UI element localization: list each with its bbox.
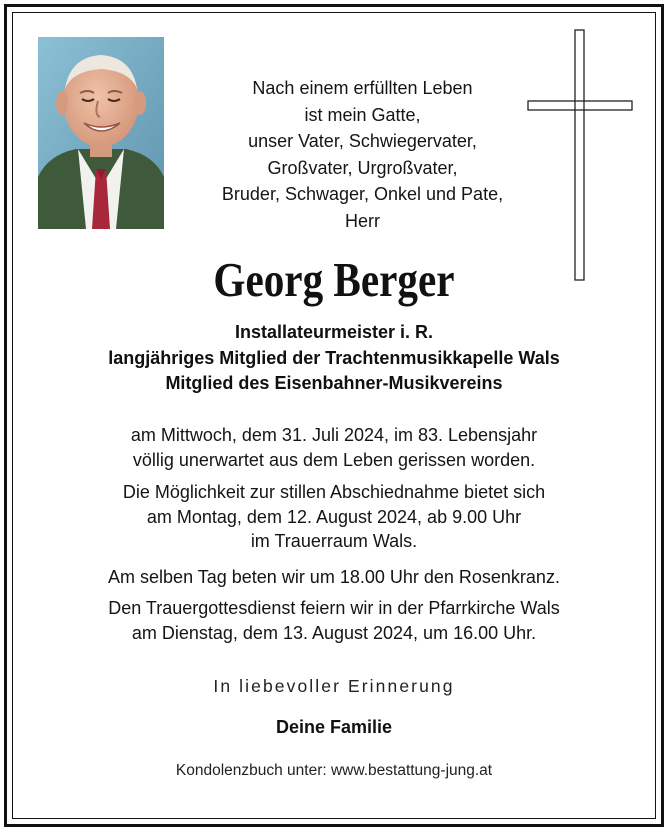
- death-line: völlig unerwartet aus dem Leben gerissen worden.: [132, 449, 536, 470]
- family-signature: Deine Familie: [275, 717, 393, 737]
- deceased-titles: [0, 320, 668, 397]
- farewell-line: am Montag, dem 12. August 2024, ab 9.00 Uhr: [146, 506, 522, 527]
- intro-line: ist mein Gatte,: [304, 104, 421, 125]
- intro-line: Großvater, Urgroßvater,: [267, 157, 458, 178]
- intro-line: unser Vater, Schwiegervater,: [248, 131, 477, 152]
- rosary-line: Am selben Tag beten wir um 18.00 Uhr den Rosenkranz.: [108, 567, 560, 587]
- remembrance-line: In liebevoller Erinnerung: [213, 676, 455, 696]
- farewell-line: Die Möglichkeit zur stillen Abschiednahme bietet sich: [122, 482, 546, 502]
- deceased-name: Georg Berger: [213, 252, 455, 307]
- portrait-photo: [38, 37, 164, 229]
- intro-line: Nach einem erfüllten Leben: [252, 78, 473, 98]
- rosary-info: [0, 565, 668, 590]
- intro-line: Bruder, Schwager, Onkel und Pate,: [221, 184, 504, 205]
- death-announcement: [0, 423, 668, 472]
- portrait-illustration: [38, 37, 164, 229]
- service-info: [0, 596, 668, 645]
- service-line: am Dienstag, dem 13. August 2024, um 16.00 Uhr.: [131, 622, 537, 643]
- farewell-info: [0, 480, 668, 554]
- title-line: Installateurmeister i. R.: [234, 322, 434, 342]
- service-line: Den Trauergottesdienst feiern wir in der Pfarrkirche Wals: [108, 598, 560, 618]
- intro-line: Herr: [345, 210, 380, 231]
- cross-icon: [526, 28, 634, 283]
- condolence-link[interactable]: Kondolenzbuch unter: www.bestattung-jung.at: [175, 762, 493, 779]
- farewell-line: im Trauerraum Wals.: [250, 531, 418, 551]
- death-line: am Mittwoch, dem 31. Juli 2024, im 83. Lebensjahr: [130, 425, 538, 445]
- title-line: Mitglied des Eisenbahner-Musikvereins: [165, 373, 503, 393]
- intro-text: [175, 75, 550, 235]
- title-line: langjähriges Mitglied der Trachtenmusikkapelle Wals: [108, 347, 560, 368]
